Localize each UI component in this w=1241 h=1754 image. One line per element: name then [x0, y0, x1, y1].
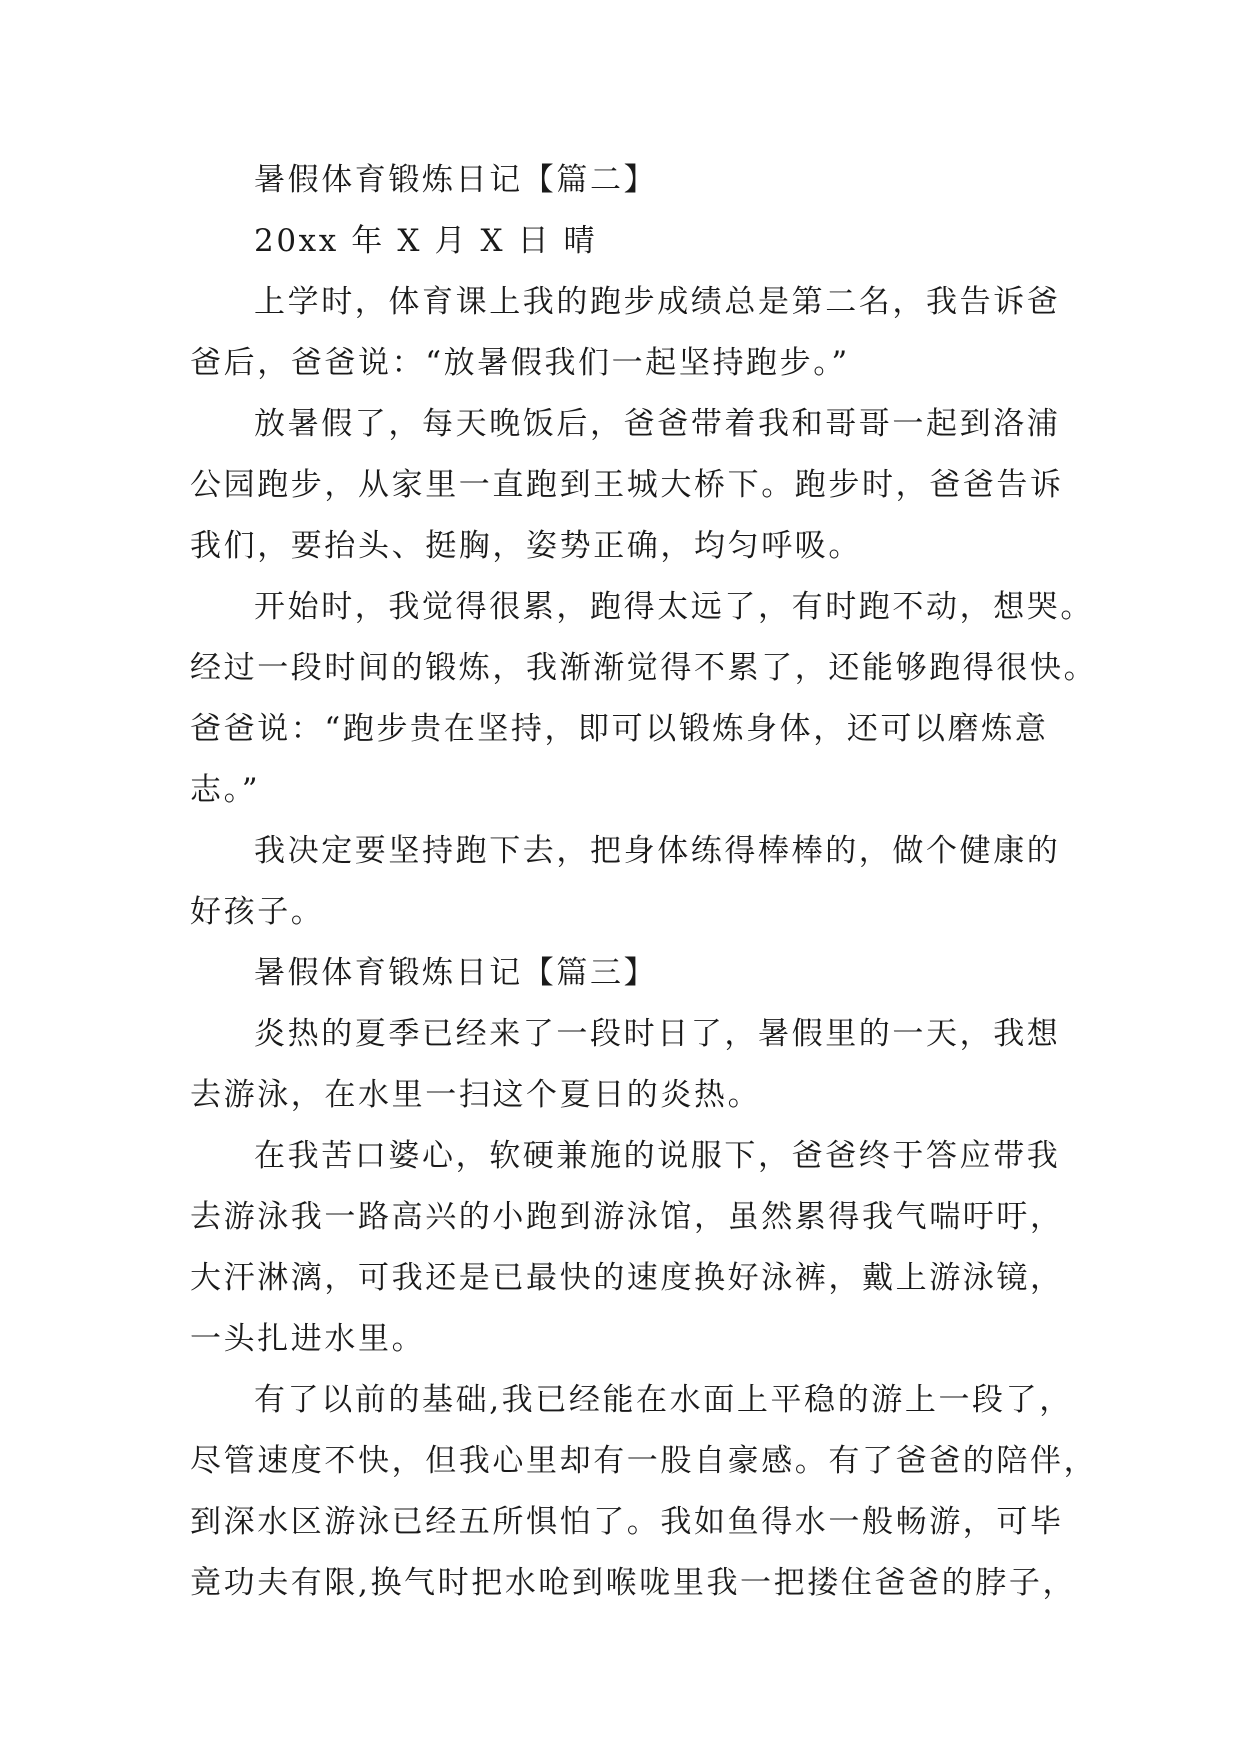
paragraph-line: 我们，要抬头、挺胸，姿势正确，均匀呼吸。: [190, 528, 862, 564]
paragraph-line: 大汗淋漓，可我还是已最快的速度换好泳裤，戴上游泳镜，: [190, 1260, 1064, 1296]
paragraph-line: 尽管速度不快，但我心里却有一股自豪感。有了爸爸的陪伴，: [190, 1443, 1098, 1479]
paragraph-line: 炎热的夏季已经来了一段时日了，暑假里的一天，我想: [254, 1016, 1061, 1052]
paragraph-line: 我决定要坚持跑下去，把身体练得棒棒的，做个健康的: [254, 833, 1061, 869]
heading-part-three: 暑假体育锻炼日记【篇三】: [254, 955, 658, 991]
diary-date-line: 20xx 年 X 月 X 日 晴: [254, 223, 598, 259]
paragraph-line: 上学时，体育课上我的跑步成绩总是第二名，我告诉爸: [254, 284, 1061, 320]
paragraph-line: 一头扎进水里。: [190, 1321, 426, 1357]
paragraph-line: 志。”: [190, 772, 261, 808]
paragraph-line: 到深水区游泳已经五所惧怕了。我如鱼得水一般畅游，可毕: [190, 1504, 1064, 1540]
paragraph-line: 有了以前的基础,我已经能在水面上平稳的游上一段了，: [254, 1382, 1073, 1418]
paragraph-line: 去游泳我一路高兴的小跑到游泳馆，虽然累得我气喘吁吁，: [190, 1199, 1064, 1235]
paragraph-line: 爸爸说：“跑步贵在坚持，即可以锻炼身体，还可以磨炼意: [190, 711, 1049, 747]
paragraph-line: 公园跑步，从家里一直跑到王城大桥下。跑步时，爸爸告诉: [190, 467, 1064, 503]
paragraph-line: 开始时，我觉得很累，跑得太远了，有时跑不动，想哭。: [254, 589, 1094, 625]
paragraph-line: 在我苦口婆心，软硬兼施的说服下，爸爸终于答应带我: [254, 1138, 1061, 1174]
paragraph-line: 去游泳，在水里一扫这个夏日的炎热。: [190, 1077, 762, 1113]
paragraph-line: 放暑假了，每天晚饭后，爸爸带着我和哥哥一起到洛浦: [254, 406, 1061, 442]
heading-part-two: 暑假体育锻炼日记【篇二】: [254, 162, 658, 198]
paragraph-line: 爸后，爸爸说：“放暑假我们一起坚持跑步。”: [190, 345, 850, 381]
paragraph-line: 好孩子。: [190, 894, 325, 930]
paragraph-line: 经过一段时间的锻炼，我渐渐觉得不累了，还能够跑得很快。: [190, 650, 1098, 686]
document-page: [190, 150, 1098, 1614]
paragraph-line: 竟功夫有限,换气时把水呛到喉咙里我一把搂住爸爸的脖子，: [190, 1565, 1077, 1601]
